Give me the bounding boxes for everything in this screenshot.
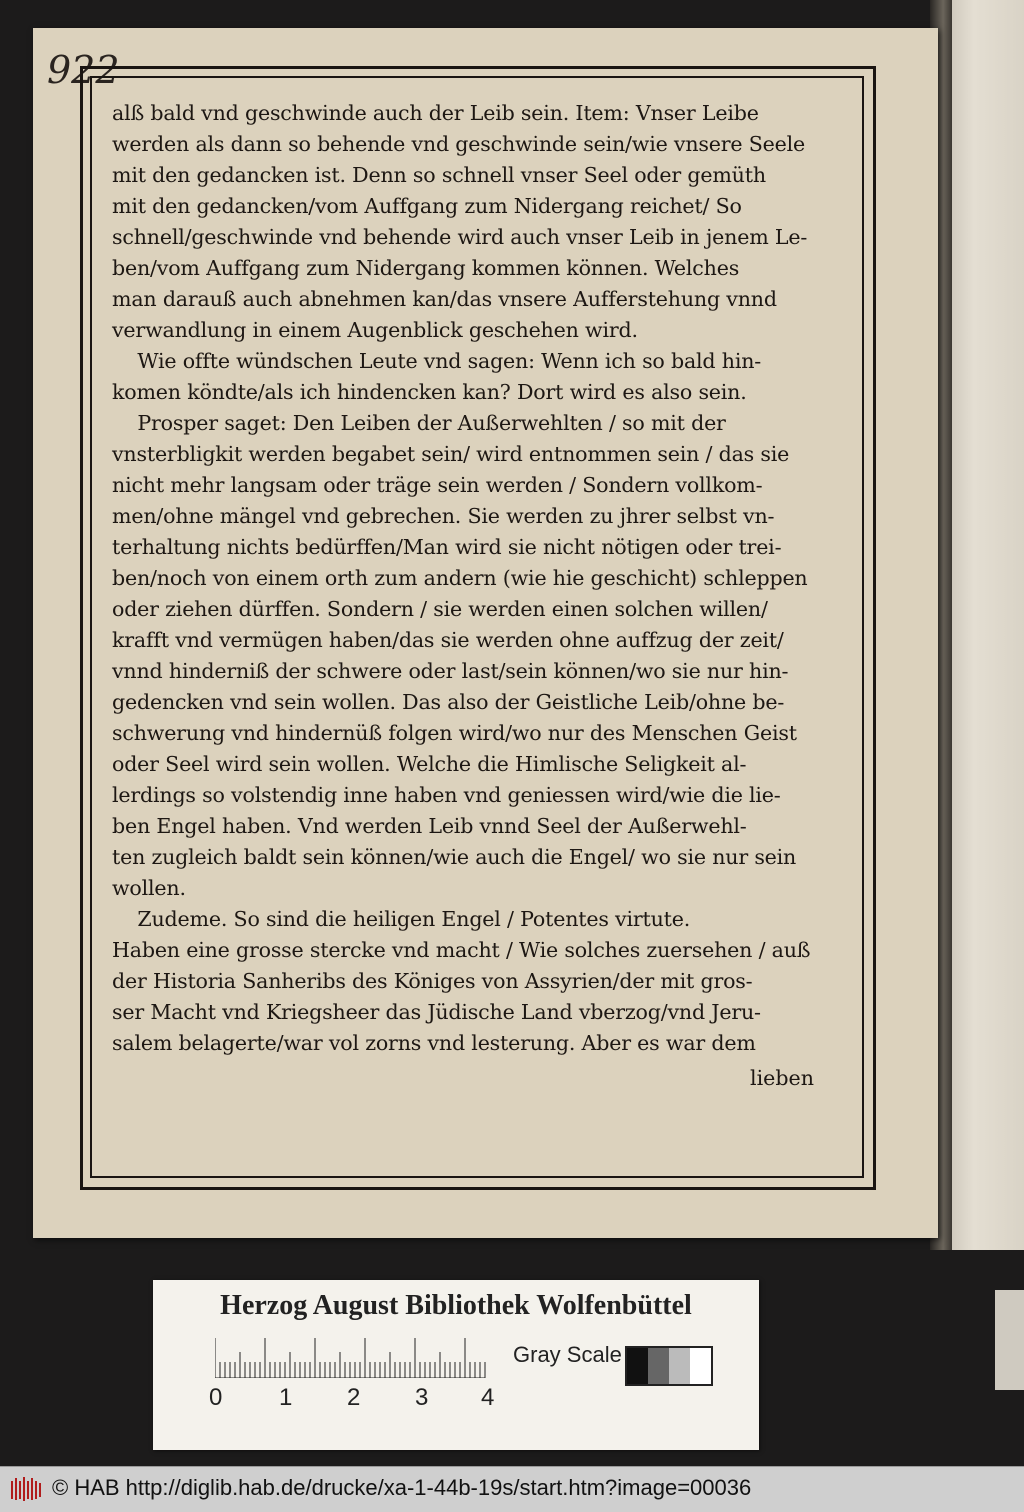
gray-scale-label: Gray Scale xyxy=(513,1342,622,1367)
text-line: oder Seel wird sein wollen. Welche die Himlische Seligkeit al- xyxy=(112,752,747,776)
text-line: man darauß auch abnehmen kan/das vnsere Aufferstehung vnnd xyxy=(112,287,777,311)
library-title: Herzog August Bibliothek Wolfenbüttel xyxy=(220,1290,692,1321)
text-line: ben Engel haben. Vnd werden Leib vnnd Seel der Außerwehl- xyxy=(112,814,747,838)
text-line: gedencken vnd sein wollen. Das also der Geistliche Leib/ohne be- xyxy=(112,690,785,714)
ruler-number: 1 xyxy=(279,1384,293,1411)
text-line: men/ohne mängel vnd gebrechen. Sie werden zu jhrer selbst vn- xyxy=(112,504,775,528)
text-line: der Historia Sanheribs des Königes von Assyrien/der mit gros- xyxy=(112,969,753,993)
text-line: alß bald vnd geschwinde auch der Leib sein. Item: Vnser Leibe xyxy=(112,101,759,125)
text-line: Zudeme. So sind die heiligen Engel / Potentes virtute. xyxy=(112,907,691,931)
hab-logo-icon xyxy=(10,1475,42,1503)
text-line: ser Macht vnd Kriegsheer das Jüdische Land vberzog/vnd Jeru- xyxy=(112,1000,761,1024)
text-line: mit den gedancken ist. Denn so schnell vnser Seel oder gemüth xyxy=(112,163,766,187)
text-line: wollen. xyxy=(112,876,186,900)
text-line: vnsterbligkit werden begabet sein/ wird entnommen sein / das sie xyxy=(112,442,790,466)
adjacent-label-strip xyxy=(995,1290,1024,1390)
text-line: vnnd hinderniß der schwere oder last/sein können/wo sie nur hin- xyxy=(112,659,789,683)
footer-copyright-url[interactable]: © HAB http://diglib.hab.de/drucke/xa-1-44b-19s/start.htm?image=00036 xyxy=(52,1475,752,1500)
text-line: lerdings so volstendig inne haben vnd geniessen wird/wie die lie- xyxy=(112,783,781,807)
library-label-card xyxy=(153,1280,759,1450)
measurement-ruler xyxy=(215,1338,515,1378)
text-line: verwandlung in einem Augenblick geschehen wird. xyxy=(112,318,638,342)
catchword: lieben xyxy=(750,1066,814,1090)
text-line: Haben eine grosse stercke vnd macht / Wie solches zuersehen / auß xyxy=(112,938,811,962)
text-line: schnell/geschwinde vnd behende wird auch vnser Leib in jenem Le- xyxy=(112,225,808,249)
text-line: Wie offte wündschen Leute vnd sagen: Wenn ich so bald hin- xyxy=(112,349,762,373)
text-line: ten zugleich baldt sein können/wie auch die Engel/ wo sie nur sein xyxy=(112,845,797,869)
ruler-number: 2 xyxy=(347,1384,361,1411)
ruler-number: 0 xyxy=(209,1384,223,1411)
ruler-number: 3 xyxy=(415,1384,429,1411)
text-line: salem belagerte/war vol zorns vnd lesterung. Aber es war dem xyxy=(112,1031,756,1055)
page-number: 922 xyxy=(47,48,120,92)
text-line: oder ziehen dürffen. Sondern / sie werden einen solchen willen/ xyxy=(112,597,768,621)
gray-scale-swatch xyxy=(625,1346,713,1386)
text-line: schwerung vnd hindernüß folgen wird/wo nur des Menschen Geist xyxy=(112,721,797,745)
text-line: werden als dann so behende vnd geschwinde sein/wie vnsere Seele xyxy=(112,132,805,156)
text-line: terhaltung nichts bedürffen/Man wird sie nicht nötigen oder trei- xyxy=(112,535,782,559)
footer-bar xyxy=(0,1466,1024,1512)
text-line: komen köndte/als ich hindencken kan? Dort wird es also sein. xyxy=(112,380,747,404)
text-line: nicht mehr langsam oder träge sein werden / Sondern vollkom- xyxy=(112,473,763,497)
adjacent-page-edge xyxy=(940,0,1024,1250)
text-line: mit den gedancken/vom Auffgang zum Nidergang reichet/ So xyxy=(112,194,742,218)
text-line: krafft vnd vermügen haben/das sie werden ohne auffzug der zeit/ xyxy=(112,628,784,652)
ruler-number: 4 xyxy=(481,1384,495,1411)
body-text xyxy=(112,98,824,1059)
text-line: Prosper saget: Den Leiben der Außerwehlten / so mit der xyxy=(112,411,726,435)
text-line: ben/vom Auffgang zum Nidergang kommen können. Welches xyxy=(112,256,740,280)
text-line: ben/noch von einem orth zum andern (wie hie geschicht) schleppen xyxy=(112,566,808,590)
